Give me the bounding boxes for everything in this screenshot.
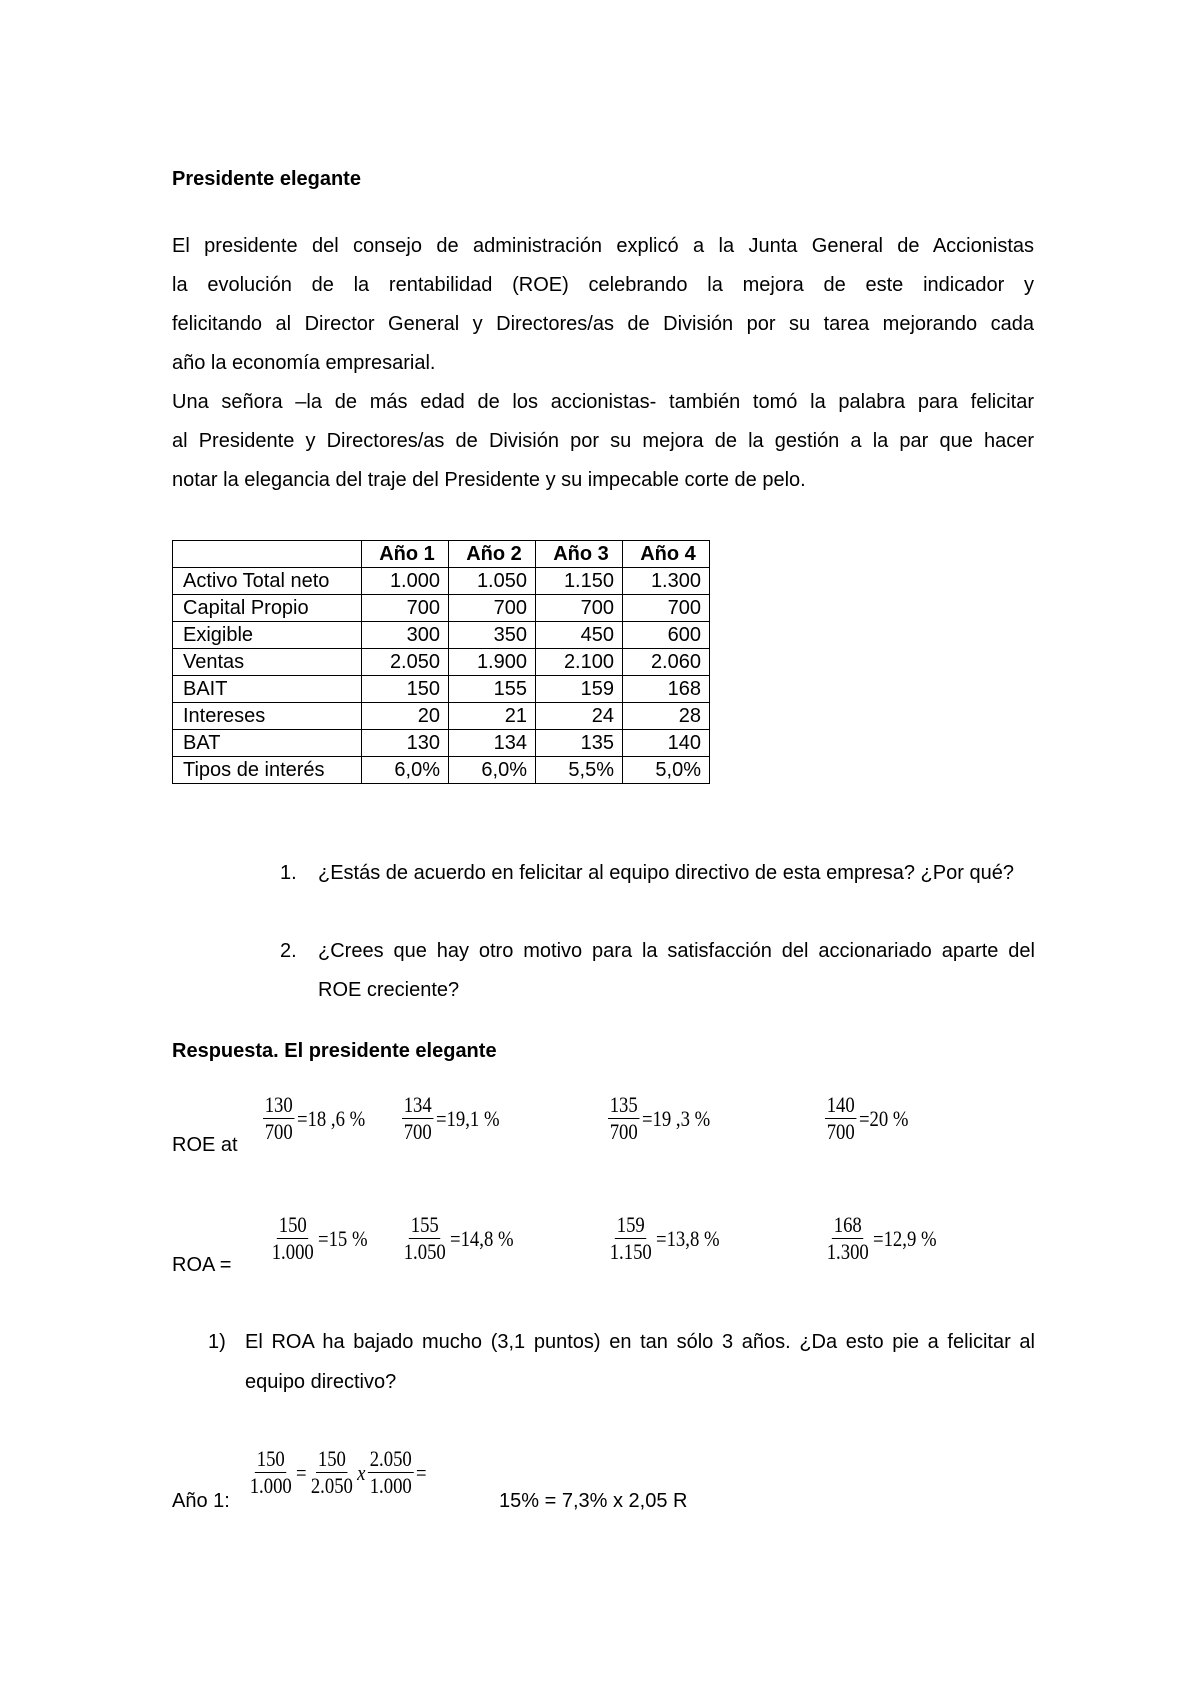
roe-fraction	[402, 1092, 500, 1145]
table-cell: 134	[449, 730, 536, 757]
numerator: 135	[609, 1092, 638, 1117]
question-text: ¿Estás de acuerdo en felicitar al equipo directivo de esta empresa? ¿Por qué?	[318, 862, 1014, 884]
fraction-result: =14,8 %	[450, 1225, 514, 1251]
text-line: al Presidente y Directores/as de División por su mejora de la gestión a la par que hacer	[172, 430, 1034, 452]
table-row	[173, 622, 710, 649]
roe-fraction	[263, 1092, 365, 1145]
denominator: 1.300	[826, 1239, 869, 1264]
denominator: 1.000	[369, 1473, 412, 1498]
year1-result: 15% = 7,3% x 2,05 R	[499, 1490, 688, 1512]
table-cell: 1.300	[623, 568, 710, 595]
denominator: 700	[403, 1119, 432, 1144]
year1-label: Año 1:	[172, 1490, 230, 1512]
roa-fraction	[402, 1212, 514, 1265]
table-row	[173, 568, 710, 595]
response-title: Respuesta. El presidente elegante	[172, 1040, 497, 1062]
roe-fraction	[608, 1092, 710, 1145]
table-row	[173, 703, 710, 730]
text-line: El presidente del consejo de administración explicó a la Junta General de Accionistas	[172, 235, 1034, 257]
table-cell: 700	[623, 595, 710, 622]
table-row	[173, 730, 710, 757]
text-line: Una señora –la de más edad de los accionistas- también tomó la palabra para felicitar	[172, 391, 1034, 413]
numerator: 140	[826, 1092, 855, 1117]
table-cell: 135	[536, 730, 623, 757]
table-cell: 6,0%	[449, 757, 536, 784]
header-cell: Año 2	[449, 541, 536, 568]
table-header-row	[173, 541, 710, 568]
denominator: 1.150	[609, 1239, 652, 1264]
table-row	[173, 649, 710, 676]
row-label: Capital Propio	[173, 595, 362, 622]
table-cell: 700	[536, 595, 623, 622]
header-cell: Año 4	[623, 541, 710, 568]
table-cell: 5,0%	[623, 757, 710, 784]
numerator: 159	[616, 1212, 645, 1237]
numerator: 150	[278, 1212, 307, 1237]
row-label: BAIT	[173, 676, 362, 703]
table-cell: 600	[623, 622, 710, 649]
row-label: Ventas	[173, 649, 362, 676]
row-label: BAT	[173, 730, 362, 757]
text-line: año la economía empresarial.	[172, 352, 436, 374]
header-cell	[173, 541, 362, 568]
numerator: 134	[403, 1092, 432, 1117]
header-cell: Año 1	[362, 541, 449, 568]
roa-fraction	[270, 1212, 368, 1265]
table-cell: 1.050	[449, 568, 536, 595]
table-cell: 150	[362, 676, 449, 703]
denominator: 1.050	[403, 1239, 446, 1264]
table-row	[173, 676, 710, 703]
table-cell: 450	[536, 622, 623, 649]
question-text: ¿Crees que hay otro motivo para la satisfacción del accionariado aparte del ROE creciente?	[318, 940, 1035, 1001]
table-cell: 2.060	[623, 649, 710, 676]
roa-fraction	[608, 1212, 720, 1265]
table-row	[173, 757, 710, 784]
answer-text: El ROA ha bajado mucho (3,1 puntos) en tan sólo 3 años. ¿Da esto pie a felicitar al equipo directivo?	[245, 1331, 1035, 1393]
row-label: Tipos de interés	[173, 757, 362, 784]
table-cell: 140	[623, 730, 710, 757]
table-row	[173, 595, 710, 622]
denominator: 1.000	[249, 1473, 292, 1498]
table-cell: 2.050	[362, 649, 449, 676]
row-label: Exigible	[173, 622, 362, 649]
roe-label: ROE at	[172, 1134, 238, 1156]
row-label: Activo Total neto	[173, 568, 362, 595]
table-cell: 20	[362, 703, 449, 730]
table-cell: 300	[362, 622, 449, 649]
numerator: 150	[317, 1446, 346, 1471]
year1-equation	[248, 1446, 427, 1499]
table-cell: 2.100	[536, 649, 623, 676]
table-cell: 24	[536, 703, 623, 730]
text-line: felicitando al Director General y Directores/as de División por su tarea mejorando cada	[172, 313, 1034, 335]
table-cell: 5,5%	[536, 757, 623, 784]
table-cell: 28	[623, 703, 710, 730]
table-cell: 1.150	[536, 568, 623, 595]
header-cell: Año 3	[536, 541, 623, 568]
roe-fraction	[825, 1092, 908, 1145]
multiply-sign: x	[357, 1459, 366, 1485]
financial-table	[172, 540, 710, 784]
fraction-result: =19,1 %	[436, 1105, 500, 1131]
fraction-result: =18 ,6 %	[297, 1105, 366, 1131]
table-cell: 700	[362, 595, 449, 622]
table-cell: 700	[449, 595, 536, 622]
roa-label: ROA =	[172, 1254, 232, 1276]
numerator: 168	[833, 1212, 862, 1237]
second-paragraph	[172, 383, 1034, 500]
fraction-result: =19 ,3 %	[642, 1105, 711, 1131]
question-number: 2.	[280, 940, 297, 962]
table-cell: 21	[449, 703, 536, 730]
table-cell: 130	[362, 730, 449, 757]
answer-number: 1)	[208, 1331, 226, 1353]
roa-fraction	[825, 1212, 937, 1265]
denominator: 2.050	[310, 1473, 353, 1498]
document-title: Presidente elegante	[172, 168, 361, 190]
denominator: 700	[826, 1119, 855, 1144]
text-line: la evolución de la rentabilidad (ROE) celebrando la mejora de este indicador y	[172, 274, 1034, 296]
numerator: 155	[410, 1212, 439, 1237]
denominator: 700	[264, 1119, 293, 1144]
equals-sign: =	[416, 1459, 427, 1485]
table-cell: 1.000	[362, 568, 449, 595]
text-line: notar la elegancia del traje del Presidente y su impecable corte de pelo.	[172, 469, 806, 491]
table-cell: 168	[623, 676, 710, 703]
table-cell: 1.900	[449, 649, 536, 676]
fraction-result: =12,9 %	[873, 1225, 937, 1251]
numerator: 2.050	[369, 1446, 412, 1471]
intro-paragraph	[172, 227, 1034, 383]
numerator: 150	[256, 1446, 285, 1471]
equals-sign: =	[296, 1459, 307, 1485]
question-number: 1.	[280, 862, 297, 884]
fraction-result: =15 %	[318, 1225, 368, 1251]
table-cell: 159	[536, 676, 623, 703]
fraction-result: =13,8 %	[656, 1225, 720, 1251]
table-cell: 6,0%	[362, 757, 449, 784]
denominator: 700	[609, 1119, 638, 1144]
denominator: 1.000	[271, 1239, 314, 1264]
table-cell: 350	[449, 622, 536, 649]
row-label: Intereses	[173, 703, 362, 730]
table-cell: 155	[449, 676, 536, 703]
fraction-result: =20 %	[859, 1105, 909, 1131]
numerator: 130	[264, 1092, 293, 1117]
